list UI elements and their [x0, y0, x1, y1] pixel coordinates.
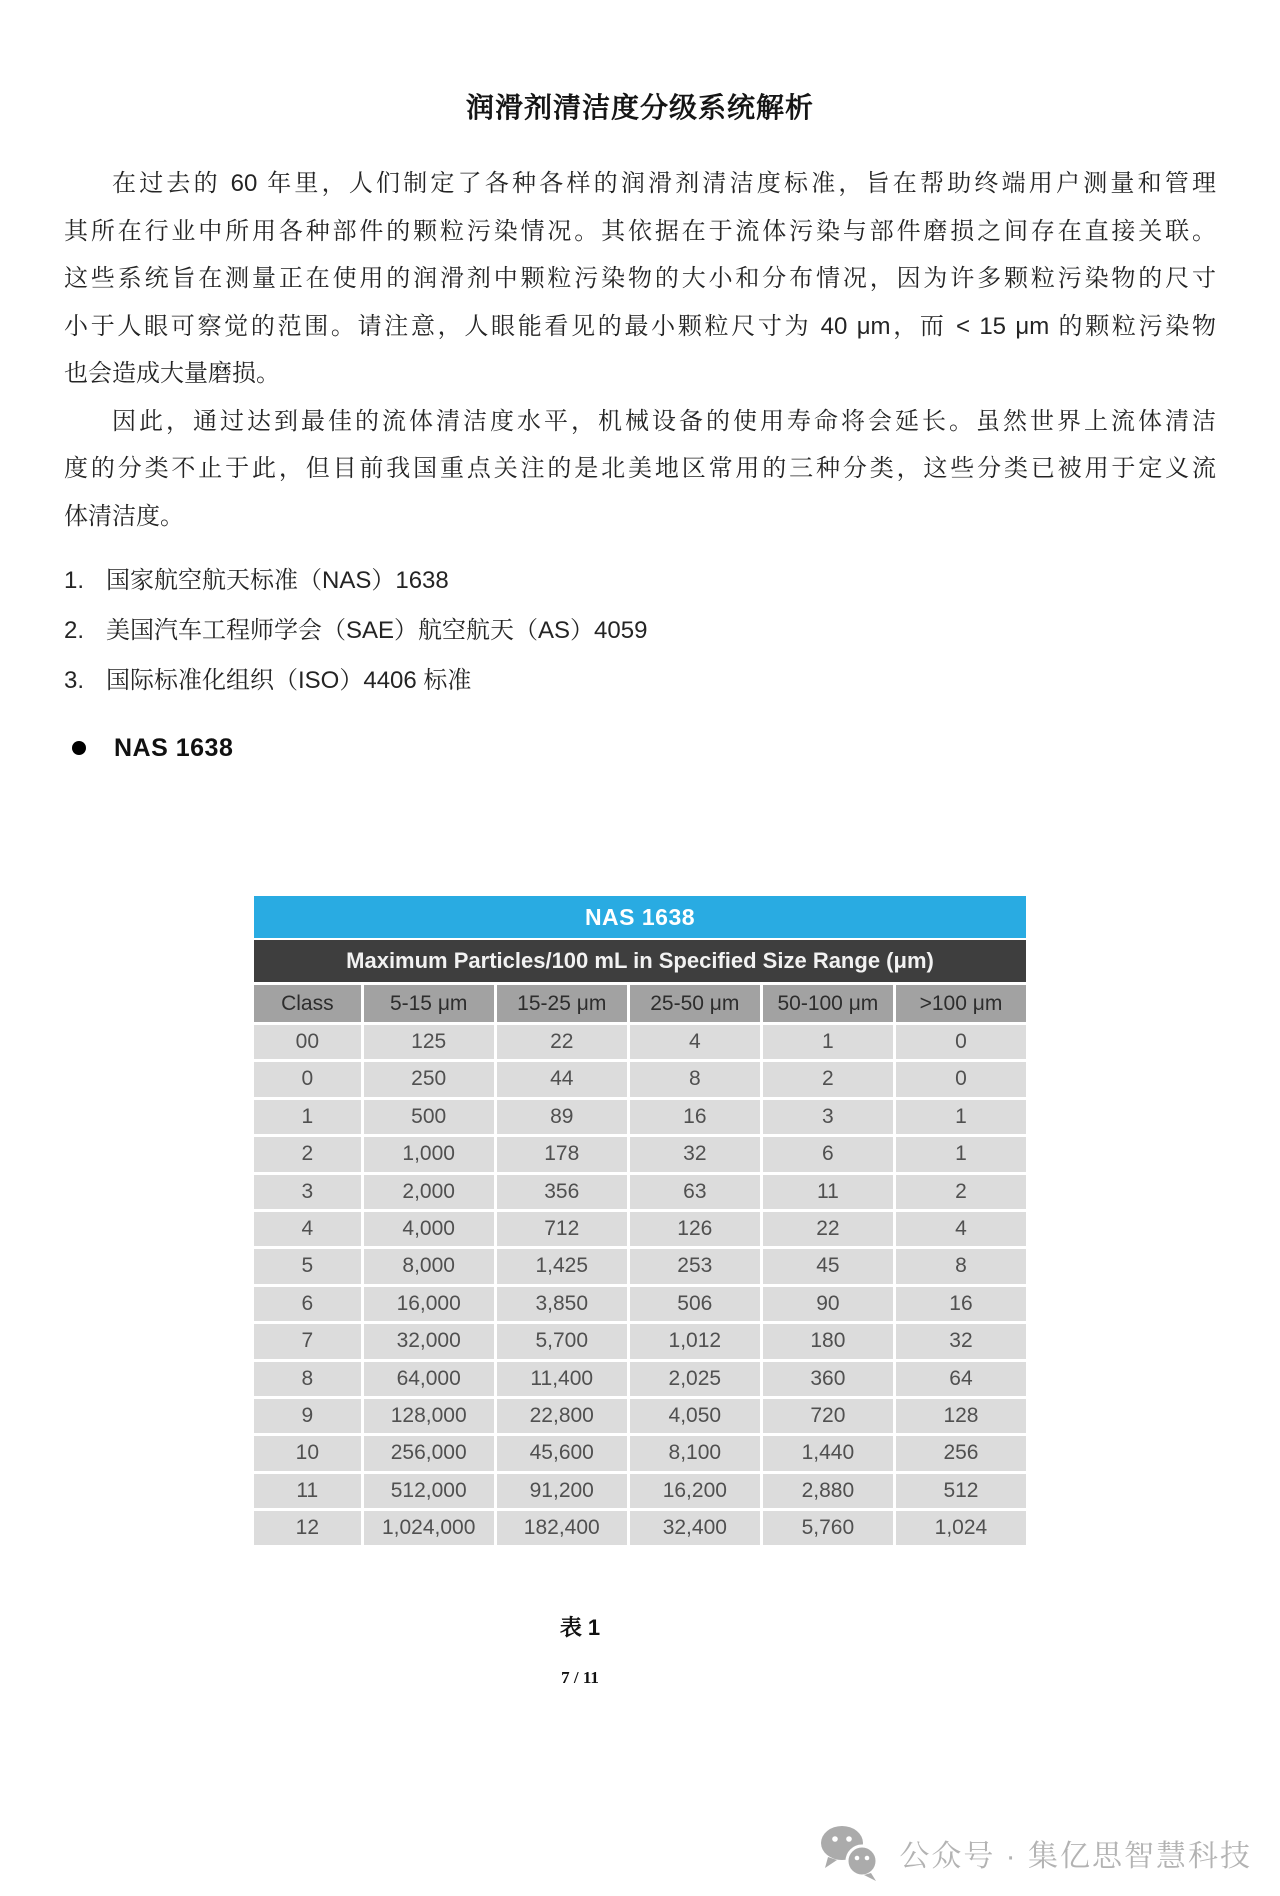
table-cell: 16,200: [630, 1474, 760, 1508]
table-cell: 8: [896, 1249, 1026, 1283]
document-page: [0, 86, 1280, 1873]
paragraph: [64, 398, 1216, 541]
watermark-text: 公众号 · 集亿思智慧科技: [899, 1840, 1252, 1873]
table-cell: 44: [497, 1062, 627, 1096]
paragraph-line: 其所在行业中所用各种部件的颗粒污染情况。其依据在于流体污染与部件磨损之间存在直接关联。: [64, 217, 1216, 245]
list-item: [64, 556, 1216, 606]
page-title: 润滑剂清洁度分级系统解析: [465, 92, 814, 123]
table-class-cell: 2: [254, 1137, 361, 1171]
table-cell: 128,000: [364, 1399, 494, 1433]
table-cell: 1: [763, 1025, 893, 1059]
table-class-cell: 00: [254, 1025, 361, 1059]
list-item: [64, 656, 1216, 706]
table-class-cell: 11: [254, 1474, 361, 1508]
table-cell: 360: [763, 1362, 893, 1396]
list-item: [64, 606, 1216, 656]
table-cell: 2,880: [763, 1474, 893, 1508]
table-cell: 356: [497, 1175, 627, 1209]
page-number: 7 / 11: [561, 1668, 599, 1688]
table-class-cell: 9: [254, 1399, 361, 1433]
table-column-header: 50-100 μm: [763, 985, 893, 1022]
table-class-cell: 8: [254, 1362, 361, 1396]
table-cell: 16: [630, 1100, 760, 1134]
table-cell: 16: [896, 1287, 1026, 1321]
paragraph-line: 体清洁度。: [64, 502, 184, 530]
table-class-cell: 3: [254, 1175, 361, 1209]
table-cell: 8,100: [630, 1436, 760, 1470]
list-item-label: 美国汽车工程师学会（SAE）航空航天（AS）4059: [106, 617, 648, 644]
table-cell: 512,000: [364, 1474, 494, 1508]
table-column-header: 15-25 μm: [497, 985, 627, 1022]
list-item-number: 1.: [64, 567, 85, 594]
wechat-icon: [819, 1824, 885, 1882]
table-cell: 4: [896, 1212, 1026, 1246]
table-cell: 5,700: [497, 1324, 627, 1358]
table-cell: 91,200: [497, 1474, 627, 1508]
table-cell: 22,800: [497, 1399, 627, 1433]
table-cell: 128: [896, 1399, 1026, 1433]
table-cell: 1,024,000: [364, 1511, 494, 1545]
paragraph-line: 小于人眼可察觉的范围。请注意，人眼能看见的最小颗粒尺寸为 40 μm，而 < 15 μm 的颗粒污染物: [64, 312, 1216, 340]
table-cell: 256,000: [364, 1436, 494, 1470]
paragraph-line: 在过去的 60 年里，人们制定了各种各样的润滑剂清洁度标准，旨在帮助终端用户测量和管理: [112, 170, 1216, 197]
table-cell: 178: [497, 1137, 627, 1171]
table-cell: 1,012: [630, 1324, 760, 1358]
table-grid: [254, 985, 1026, 1545]
table-class-cell: 10: [254, 1436, 361, 1470]
table-cell: 0: [896, 1025, 1026, 1059]
list-item-label: 国家航空航天标准（NAS）1638: [106, 567, 449, 594]
table-class-cell: 6: [254, 1287, 361, 1321]
table-subtitle-band: Maximum Particles/100 mL in Specified Size Range (μm): [254, 940, 1026, 982]
nas-1638-table: [254, 896, 1026, 1545]
table-cell: 2: [763, 1062, 893, 1096]
table-cell: 125: [364, 1025, 494, 1059]
table-class-cell: 0: [254, 1062, 361, 1096]
table-cell: 32,000: [364, 1324, 494, 1358]
table-cell: 250: [364, 1062, 494, 1096]
table-class-cell: 12: [254, 1511, 361, 1545]
table-cell: 22: [497, 1025, 627, 1059]
table-cell: 1,024: [896, 1511, 1026, 1545]
table-cell: 506: [630, 1287, 760, 1321]
table-cell: 1,000: [364, 1137, 494, 1171]
table-cell: 8: [630, 1062, 760, 1096]
table-cell: 5,760: [763, 1511, 893, 1545]
bullet-heading: [64, 728, 1216, 768]
table-column-header: 5-15 μm: [364, 985, 494, 1022]
table-cell: 0: [896, 1062, 1026, 1096]
table-cell: 32: [896, 1324, 1026, 1358]
table-cell: 1,440: [763, 1436, 893, 1470]
list-item-number: 2.: [64, 617, 85, 644]
table-cell: 32: [630, 1137, 760, 1171]
table-cell: 11: [763, 1175, 893, 1209]
table-class-cell: 7: [254, 1324, 361, 1358]
paragraph: [64, 160, 1216, 398]
bullet-icon: [72, 741, 86, 755]
table-class-cell: 5: [254, 1249, 361, 1283]
table-cell: 64,000: [364, 1362, 494, 1396]
paragraph-line: 也会造成大量磨损。: [64, 360, 280, 387]
table-cell: 1: [896, 1100, 1026, 1134]
table-column-header: Class: [254, 985, 361, 1022]
bullet-heading-label: NAS 1638: [114, 733, 234, 762]
table-cell: 500: [364, 1100, 494, 1134]
numbered-list: [64, 556, 1216, 706]
table-column-header: 25-50 μm: [630, 985, 760, 1022]
table-cell: 16,000: [364, 1287, 494, 1321]
table-cell: 22: [763, 1212, 893, 1246]
table-cell: 32,400: [630, 1511, 760, 1545]
table-cell: 2,025: [630, 1362, 760, 1396]
list-item-number: 3.: [64, 667, 85, 694]
paragraph-line: 度的分类不止于此，但目前我国重点关注的是北美地区常用的三种分类，这些分类已被用于定义流: [64, 455, 1216, 482]
table-cell: 45,600: [497, 1436, 627, 1470]
body-paragraphs: [64, 160, 1216, 540]
table-cell: 90: [763, 1287, 893, 1321]
table-cell: 64: [896, 1362, 1026, 1396]
table-cell: 4,050: [630, 1399, 760, 1433]
table-cell: 1: [896, 1137, 1026, 1171]
table-cell: 45: [763, 1249, 893, 1283]
table-cell: 1,425: [497, 1249, 627, 1283]
table-cell: 4,000: [364, 1212, 494, 1246]
table-cell: 3: [763, 1100, 893, 1134]
table-cell: 712: [497, 1212, 627, 1246]
table-cell: 256: [896, 1436, 1026, 1470]
table-column-header: >100 μm: [896, 985, 1026, 1022]
table-cell: 720: [763, 1399, 893, 1433]
table-cell: 11,400: [497, 1362, 627, 1396]
table-title-band: NAS 1638: [254, 896, 1026, 938]
table-class-cell: 1: [254, 1100, 361, 1134]
table-cell: 89: [497, 1100, 627, 1134]
table-cell: 6: [763, 1137, 893, 1171]
table-cell: 8,000: [364, 1249, 494, 1283]
table-cell: 4: [630, 1025, 760, 1059]
table-cell: 180: [763, 1324, 893, 1358]
table-cell: 126: [630, 1212, 760, 1246]
table-cell: 63: [630, 1175, 760, 1209]
table-cell: 2: [896, 1175, 1026, 1209]
watermark: [819, 1824, 1252, 1882]
list-item-label: 国际标准化组织（ISO）4406 标准: [106, 667, 472, 694]
table-cell: 2,000: [364, 1175, 494, 1209]
table-cell: 512: [896, 1474, 1026, 1508]
table-cell: 3,850: [497, 1287, 627, 1321]
table-cell: 253: [630, 1249, 760, 1283]
table-caption: 表 1: [559, 1615, 601, 1641]
paragraph-line: 这些系统旨在测量正在使用的润滑剂中颗粒污染物的大小和分布情况，因为许多颗粒污染物的尺寸: [64, 265, 1216, 292]
paragraph-line: 因此，通过达到最佳的流体清洁度水平，机械设备的使用寿命将会延长。虽然世界上流体清洁: [112, 407, 1216, 435]
table-cell: 182,400: [497, 1511, 627, 1545]
table-class-cell: 4: [254, 1212, 361, 1246]
